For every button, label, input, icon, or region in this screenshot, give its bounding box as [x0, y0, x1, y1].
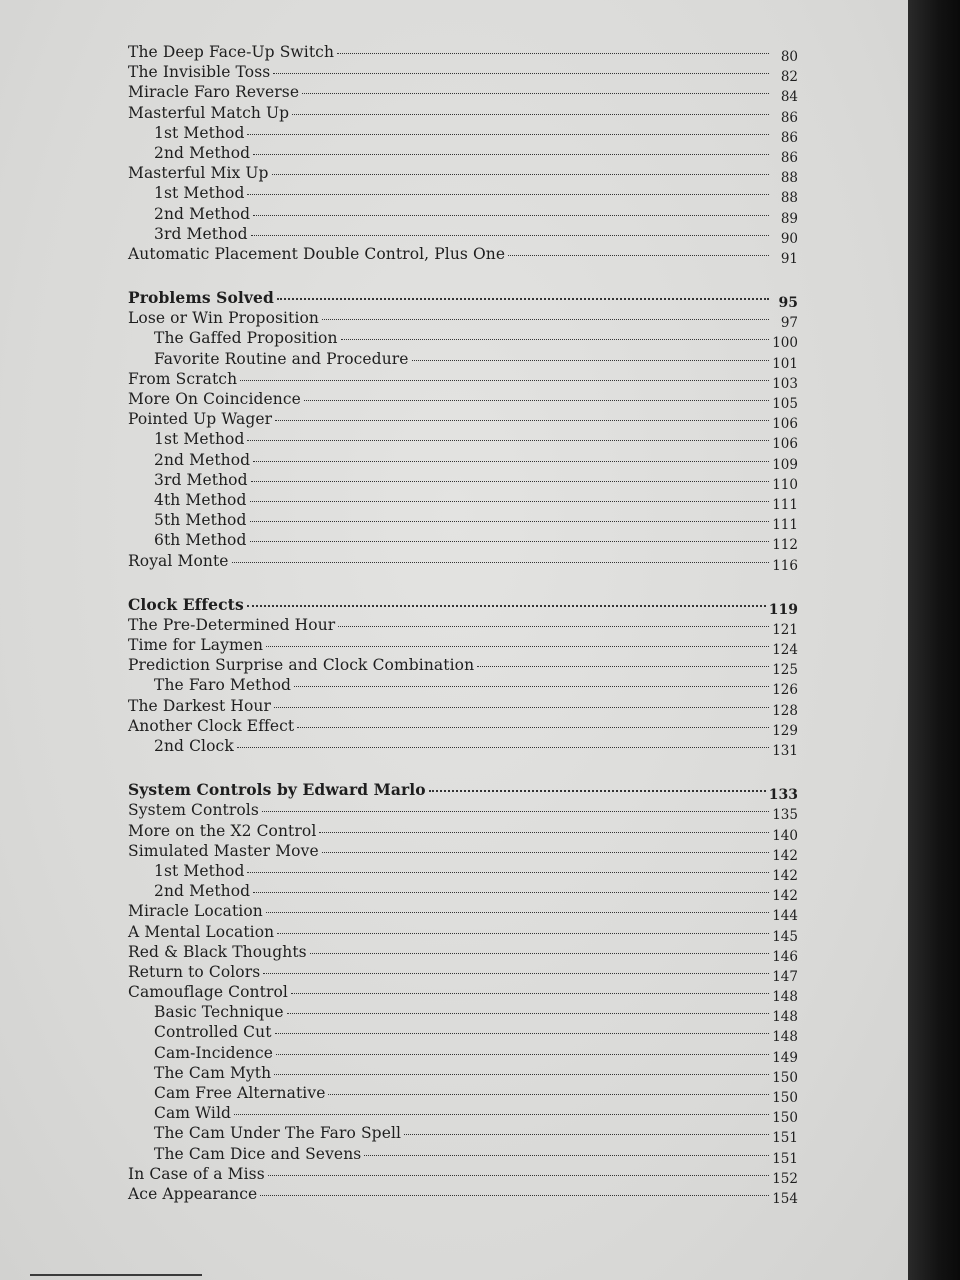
toc-entry [128, 204, 798, 227]
toc-entry-title: 1st Method [154, 184, 245, 203]
footnote-rule [30, 1274, 202, 1276]
toc-page-number: 131 [772, 743, 798, 759]
dot-leader [328, 1094, 769, 1095]
toc-page-number: 88 [780, 190, 798, 207]
dot-leader [237, 747, 769, 748]
toc-page-number: 105 [772, 396, 798, 412]
toc-entry-title: The Invisible Toss [128, 63, 271, 82]
dot-leader [404, 1134, 769, 1135]
dot-leader [240, 380, 769, 381]
toc-entry [128, 962, 798, 985]
toc-page-number: 151 [772, 1150, 798, 1167]
toc-page-number: 144 [772, 908, 798, 925]
toc-page-number: 106 [772, 436, 798, 453]
dot-leader [364, 1155, 769, 1156]
toc-entry-title: More on the X2 Control [128, 821, 317, 840]
dot-leader [287, 1013, 769, 1014]
toc-entry [128, 103, 798, 126]
toc-entry-title: Ace Appearance [128, 1184, 258, 1203]
toc-entry [128, 183, 798, 207]
toc-page-number: 111 [772, 496, 798, 513]
toc-entry [128, 615, 798, 638]
dot-leader [247, 194, 769, 195]
toc-entry-title: 3rd Method [154, 224, 248, 243]
dot-leader [263, 973, 769, 974]
dot-leader [253, 461, 769, 462]
toc-entry-title: Cam-Incidence [154, 1043, 274, 1062]
toc-entry-title: Problems Solved [128, 288, 274, 308]
toc-page-number: 140 [772, 827, 798, 844]
toc-entry-title: Prediction Surprise and Clock Combination [128, 656, 475, 675]
dot-leader [277, 298, 769, 300]
dot-leader [292, 114, 769, 115]
dot-leader [304, 400, 769, 401]
toc-entry-title: 1st Method [154, 430, 245, 449]
dot-leader [247, 872, 769, 873]
toc-entry [128, 470, 798, 493]
dot-leader [338, 626, 769, 627]
toc-entry-title: Simulated Master Move [128, 841, 319, 860]
toc-entry [128, 450, 798, 473]
toc-page-number: 148 [772, 989, 798, 1006]
table-of-contents [128, 42, 798, 1207]
dot-leader [253, 154, 769, 155]
toc-entry [128, 1083, 798, 1106]
dot-leader [262, 811, 769, 812]
toc-entry-title: Cam Free Alternative [154, 1084, 326, 1102]
dot-leader [253, 892, 769, 893]
toc-page-number: 100 [772, 335, 798, 352]
toc-entry [128, 922, 798, 945]
toc-entry-title: The Cam Dice and Sevens [154, 1144, 362, 1163]
toc-entry [128, 1144, 798, 1167]
toc-entry-title: Miracle Location [128, 902, 263, 921]
toc-entry [128, 244, 798, 267]
dot-leader [274, 1074, 769, 1075]
toc-entry [128, 163, 798, 187]
toc-entry-title: System Controls by Edward Marlo [128, 780, 426, 800]
toc-page-number: 91 [780, 250, 798, 267]
toc-page-number: 97 [780, 315, 798, 332]
toc-entry-title: 2nd Method [154, 143, 251, 162]
toc-entry [128, 881, 798, 905]
toc-page-number: 112 [772, 537, 798, 554]
dot-leader [250, 501, 769, 502]
toc-entry [128, 490, 798, 513]
toc-entry-title: Return to Colors [128, 962, 261, 981]
dot-leader [341, 339, 769, 340]
toc-page-number: 147 [772, 968, 798, 985]
toc-entry-title: 6th Method [154, 531, 247, 550]
dot-leader [253, 215, 769, 216]
toc-entry-title: More On Coincidence [128, 390, 301, 408]
section-gap [128, 756, 798, 780]
toc-entry-title: 3rd Method [154, 470, 248, 489]
dot-leader [310, 953, 769, 954]
toc-page-number: 133 [768, 787, 798, 804]
toc-entry-title: The Deep Face-Up Switch [128, 43, 335, 61]
toc-page-number: 148 [772, 1009, 798, 1026]
toc-entry-title: Basic Technique [154, 1003, 284, 1022]
dot-leader [277, 933, 769, 934]
toc-entry [128, 224, 798, 247]
toc-page-number: 149 [772, 1049, 798, 1066]
toc-page-number: 95 [778, 295, 798, 312]
toc-section-heading [128, 780, 798, 804]
dot-leader [275, 420, 769, 421]
toc-entry-title: 5th Method [154, 511, 247, 530]
toc-entry-title: In Case of a Miss [128, 1164, 265, 1183]
toc-entry [128, 1002, 798, 1026]
toc-page-number: 110 [772, 476, 798, 493]
toc-entry-title: Red & Black Thoughts [128, 942, 307, 961]
toc-entry-title: Another Clock Effect [128, 716, 295, 735]
toc-page-number: 116 [772, 557, 798, 574]
toc-page-number: 142 [772, 888, 798, 905]
toc-entry [128, 123, 798, 146]
toc-page-number: 119 [768, 601, 798, 618]
section-gap [128, 571, 798, 595]
toc-entry [128, 349, 798, 372]
toc-entry-title: System Controls [128, 801, 259, 820]
toc-page-number: 86 [780, 109, 798, 126]
dot-leader [266, 646, 769, 647]
toc-entry-title: 1st Method [154, 123, 245, 142]
toc-entry [128, 369, 798, 392]
dot-leader [266, 912, 769, 913]
toc-page-number: 142 [772, 847, 798, 864]
toc-entry [128, 42, 798, 65]
toc-entry [128, 530, 798, 554]
toc-entry [128, 1063, 798, 1086]
toc-entry-title: Pointed Up Wager [128, 410, 273, 429]
toc-page-number: 124 [772, 642, 798, 659]
toc-page-number: 103 [772, 375, 798, 392]
dot-leader [319, 832, 769, 833]
toc-page-number: 154 [772, 1190, 798, 1207]
dot-leader [274, 707, 769, 708]
page-edge-shadow [908, 0, 960, 1280]
toc-entry-title: 4th Method [154, 490, 247, 509]
toc-entry [128, 1184, 798, 1207]
dot-leader [260, 1195, 769, 1196]
toc-page-number: 86 [780, 129, 798, 146]
toc-entry-title: Time for Laymen [128, 636, 264, 655]
toc-page-number: 146 [772, 948, 798, 965]
toc-entry-title: 2nd Method [154, 450, 251, 469]
dot-leader [276, 1054, 769, 1055]
toc-entry-title: The Cam Under The Faro Spell [154, 1124, 402, 1143]
toc-entry [128, 1022, 798, 1046]
toc-entry-title: Camouflage Control [128, 983, 288, 1002]
toc-group [128, 288, 798, 574]
toc-entry [128, 409, 798, 433]
dot-leader [250, 521, 769, 522]
toc-entry-title: Controlled Cut [154, 1023, 272, 1042]
dot-leader [247, 605, 766, 607]
toc-page-number: 125 [772, 662, 798, 679]
dot-leader [247, 134, 769, 135]
toc-entry-title: Royal Monte [128, 551, 229, 570]
toc-entry-title: Miracle Faro Reverse [128, 83, 300, 102]
toc-entry-title: From Scratch [128, 369, 238, 388]
dot-leader [251, 481, 769, 482]
toc-entry [128, 696, 798, 719]
toc-entry-title: Favorite Routine and Procedure [154, 349, 409, 368]
toc-page-number: 80 [780, 49, 798, 65]
toc-entry [128, 510, 798, 534]
toc-entry-title: A Mental Location [128, 922, 275, 941]
dot-leader [291, 993, 769, 994]
dot-leader [337, 53, 769, 54]
dot-leader [232, 562, 769, 563]
toc-entry [128, 1103, 798, 1127]
toc-page-number: 90 [780, 230, 798, 247]
toc-page-number: 106 [772, 416, 798, 433]
dot-leader [322, 852, 769, 853]
toc-entry-title: 2nd Method [154, 204, 251, 223]
toc-entry [128, 736, 798, 759]
section-gap [128, 264, 798, 288]
toc-page-number: 145 [772, 928, 798, 945]
toc-section-heading [128, 594, 798, 618]
dot-leader [302, 93, 769, 94]
dot-leader [268, 1175, 769, 1176]
toc-entry [128, 328, 798, 352]
toc-entry [128, 143, 798, 166]
toc-entry [128, 1164, 798, 1187]
toc-page-number: 150 [772, 1069, 798, 1086]
dot-leader [234, 1114, 769, 1115]
toc-entry [128, 635, 798, 659]
dot-leader [250, 541, 769, 542]
toc-entry-title: Lose or Win Proposition [128, 309, 320, 328]
toc-entry-title: The Gaffed Proposition [154, 329, 338, 348]
toc-entry [128, 1123, 798, 1147]
toc-group [128, 780, 798, 1207]
dot-leader [297, 727, 769, 728]
toc-entry-title: Masterful Mix Up [128, 164, 269, 183]
toc-page-number: 126 [772, 682, 798, 699]
toc-entry [128, 675, 798, 699]
toc-entry-title: Automatic Placement Double Control, Plus One [128, 244, 506, 263]
toc-entry [128, 308, 798, 332]
toc-entry [128, 861, 798, 884]
toc-entry [128, 841, 798, 864]
toc-page-number: 88 [780, 170, 798, 187]
toc-entry-title: 2nd Method [154, 882, 251, 901]
toc-page-number: 111 [772, 517, 798, 534]
toc-entry [128, 800, 798, 824]
toc-entry [128, 821, 798, 844]
toc-entry [128, 82, 798, 106]
toc-page-number: 148 [772, 1029, 798, 1046]
toc-entry [128, 942, 798, 965]
toc-page-number: 129 [772, 722, 798, 739]
toc-page-number: 150 [772, 1090, 798, 1106]
dot-leader [275, 1033, 769, 1034]
toc-group [128, 595, 798, 757]
toc-entry [128, 429, 798, 453]
toc-entry-title: 2nd Clock [154, 737, 234, 755]
dot-leader [273, 73, 769, 74]
toc-entry [128, 716, 798, 739]
toc-group [128, 42, 798, 267]
toc-page-number: 152 [772, 1170, 798, 1187]
toc-entry-title: Masterful Match Up [128, 103, 290, 122]
dot-leader [247, 440, 769, 441]
toc-page-number: 142 [772, 867, 798, 884]
toc-entry-title: The Pre-Determined Hour [128, 615, 336, 634]
toc-page-number: 86 [780, 149, 798, 166]
toc-page-number: 135 [772, 807, 798, 824]
toc-section-heading [128, 288, 798, 312]
toc-page-number: 150 [772, 1110, 798, 1127]
dot-leader [272, 174, 769, 175]
toc-page-number: 82 [780, 69, 798, 86]
toc-entry [128, 982, 798, 1006]
toc-entry [128, 655, 798, 679]
dot-leader [429, 790, 766, 792]
toc-entry [128, 1043, 798, 1066]
toc-page-number: 128 [772, 702, 798, 719]
toc-page-number: 84 [780, 89, 798, 106]
toc-page-number: 121 [772, 621, 798, 638]
dot-leader [322, 319, 769, 320]
dot-leader [412, 360, 769, 361]
toc-entry-title: The Darkest Hour [128, 696, 272, 715]
toc-entry [128, 62, 798, 86]
toc-entry-title: The Cam Myth [154, 1063, 272, 1082]
dot-leader [294, 686, 769, 687]
toc-page-number: 89 [780, 210, 798, 227]
dot-leader [251, 235, 769, 236]
toc-entry-title: Clock Effects [128, 594, 244, 614]
toc-entry [128, 551, 798, 574]
toc-entry [128, 901, 798, 925]
toc-page-number: 151 [772, 1130, 798, 1147]
toc-entry-title: Cam Wild [154, 1104, 232, 1123]
dot-leader [477, 666, 769, 667]
toc-entry-title: 1st Method [154, 861, 245, 880]
dot-leader [508, 255, 769, 256]
toc-entry [128, 389, 798, 412]
toc-entry-title: The Faro Method [154, 676, 292, 695]
toc-page-number: 101 [772, 355, 798, 372]
toc-page-number: 109 [772, 456, 798, 473]
